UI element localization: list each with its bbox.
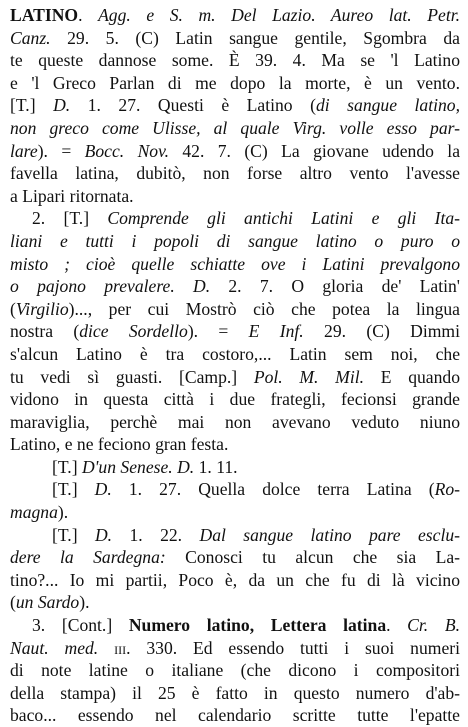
text-run [98, 638, 114, 658]
text-line [10, 659, 460, 682]
text-line [10, 591, 460, 614]
text-run: tu vedi sì guasti. [Camp.] [10, 366, 254, 387]
text-run: [T.] [10, 95, 54, 116]
text-line [10, 637, 460, 660]
text-line [10, 704, 460, 727]
italic-text: Pol. M. Mil. [253, 366, 365, 387]
text-run: [T.] [52, 456, 82, 477]
text-line [10, 49, 460, 72]
italic-text: D. [94, 479, 112, 500]
text-run: vidono in questa città i due frategli, fecionsi grande [10, 389, 460, 410]
italic-text: dere la Sardegna: [10, 547, 166, 568]
text-run: . [386, 615, 408, 636]
text-line [10, 72, 460, 95]
text-run: nostra ( [10, 321, 80, 342]
text-line [10, 140, 460, 163]
italic-text: dice Sordello [79, 321, 188, 342]
text-line [10, 366, 460, 389]
text-run: Latino, e ne feciono gran festa. [10, 434, 229, 455]
italic-text: Comprende gli antichi Latini e gli Ita- [107, 208, 460, 229]
text-line [10, 343, 460, 366]
text-line [10, 433, 460, 456]
italic-text: liani e tutti i popoli di sangue latino o puro o [10, 230, 460, 251]
text-line [10, 614, 460, 637]
text-run: ). [79, 592, 90, 613]
text-run: s'alcun Latino è tra costoro,... Latin sem noi, che [10, 343, 460, 364]
text-run: maraviglia, perchè mai non avevano veduto niuno [10, 411, 460, 432]
text-run: e 'l Greco Parlan di me dopo la morte, è un vento. [10, 72, 460, 93]
text-line [10, 388, 460, 411]
text-run: 1. 11. [194, 456, 238, 477]
headword-text: Numero latino, Lettera latina [128, 615, 387, 636]
italic-text: Agg. e S. m. Del Lazio. Aureo lat. Petr. [98, 5, 460, 25]
italic-text: di sangue latino, [315, 95, 460, 116]
text-line [10, 682, 460, 705]
text-run: [T.] [52, 479, 95, 500]
text-run: 1. 22. [112, 524, 200, 545]
italic-text: D. [53, 95, 71, 116]
text-run: )..., per cui Mostrò ciò che potea la lingua [68, 298, 460, 319]
text-run: a Lipari ritornata. [10, 185, 134, 206]
text-line [10, 4, 460, 27]
italic-text: Virgilio [15, 298, 69, 319]
italic-text: Bocc. Nov. [84, 140, 170, 161]
text-run: 1. 27. Quella dolce terra Latina ( [111, 479, 435, 500]
text-run: ). = [37, 140, 85, 161]
text-line [10, 207, 460, 230]
italic-text: magna [10, 502, 58, 523]
text-run: ). = [187, 321, 249, 342]
text-line [10, 94, 460, 117]
text-run: 1. 27. Questi è Latino ( [70, 95, 316, 116]
text-line [10, 320, 460, 343]
text-run: 3. [Cont.] [32, 615, 129, 636]
italic-text: D. [94, 524, 113, 545]
text-line [10, 411, 460, 434]
italic-text: E Inf. [248, 321, 304, 342]
text-line [10, 478, 460, 501]
text-run: te queste dannose some. È 39. 4. Ma se 'l Latino [10, 50, 460, 71]
text-run: [T.] [52, 524, 95, 545]
italic-text: un Sardo [15, 592, 80, 613]
italic-text: Naut. med. [10, 637, 99, 658]
italic-text: misto ; cioè quelle schiatte ove i Latini prevalgono [10, 253, 460, 274]
italic-text: Dal sangue latino pare esclu- [199, 524, 460, 545]
italic-text: Ro- [434, 479, 460, 500]
italic-text: lare [10, 140, 38, 161]
text-run: della stampa) il 25 è fatto in questo numero d'ab- [10, 682, 460, 703]
text-line [10, 501, 460, 524]
text-run: 29. 5. (C) Latin sangue gentile, Sgombra da [50, 27, 460, 48]
text-run: favella latina, dubitò, non forse altro vento l'avesse [10, 163, 460, 184]
text-line [10, 185, 460, 208]
text-line [10, 546, 460, 569]
italic-text: o pajono prevalere. D. [10, 276, 211, 297]
headword-text: LATINO [10, 5, 79, 25]
text-run: E quando [364, 366, 460, 387]
italic-text: non greco come Ulisse, al quale Virg. volle esso par- [10, 117, 460, 138]
italic-text: D'un Senese. D. [81, 456, 195, 477]
text-line [10, 456, 460, 479]
text-run: ( [10, 298, 16, 319]
text-line [10, 162, 460, 185]
text-run: . [78, 5, 99, 25]
text-line [10, 117, 460, 140]
text-line [10, 230, 460, 253]
text-run: 29. (C) Dimmi [303, 321, 461, 342]
italic-text: Cr. B. [407, 615, 460, 636]
text-line [10, 253, 460, 276]
text-run: iii [114, 637, 127, 658]
text-run: 2. 7. O gloria de' Latin' [210, 276, 460, 297]
text-run: . 330. Ed essendo tutti i suoi numeri [126, 637, 460, 658]
text-run: 42. 7. (C) La giovane udendo la [169, 140, 460, 161]
text-line [10, 275, 460, 298]
text-line [10, 524, 460, 547]
italic-text: Canz. [10, 27, 51, 48]
text-run: 2. [T.] [32, 208, 108, 229]
text-line [10, 298, 460, 321]
text-run: di note latine o italiane (che dicono i compositori [10, 660, 460, 681]
text-run: baco... essendo nel calendario scritte tutte l'epatte [10, 705, 460, 726]
text-line [10, 569, 460, 592]
text-run: ). [57, 502, 69, 523]
text-run: Conosci tu alcun che sia La- [165, 547, 461, 568]
text-run: ( [10, 592, 16, 613]
text-run: tino?... Io mi partii, Poco è, da un che fu di là vicino [10, 569, 460, 590]
text-line [10, 27, 460, 50]
